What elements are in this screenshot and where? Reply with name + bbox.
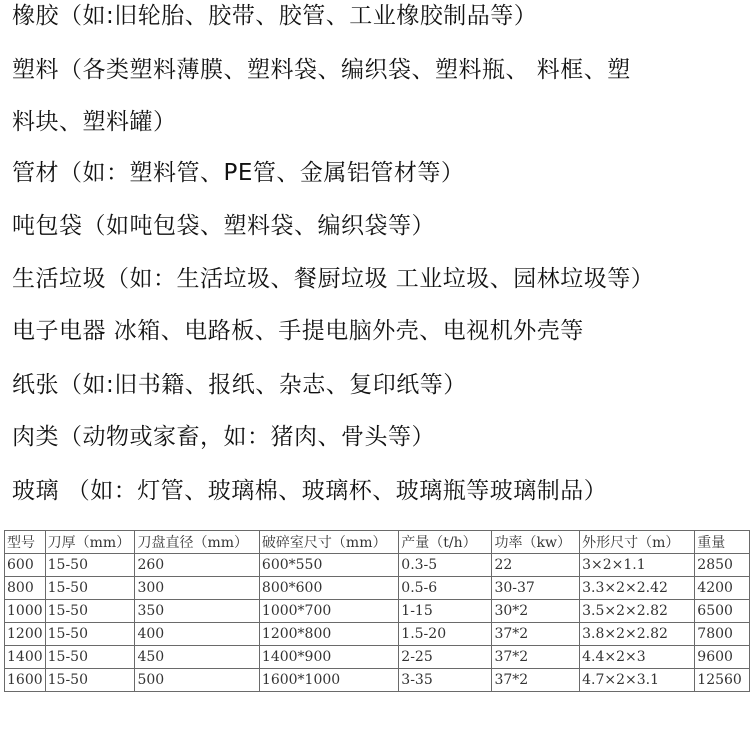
table-cell: 1000*700 — [259, 600, 398, 623]
material-item-plastic: 塑料（各类塑料薄膜、塑料袋、编织袋、塑料瓶、 料框、塑 — [12, 57, 631, 83]
table-cell: 1600 — [5, 669, 46, 692]
material-item-electronics: 电子电器 冰箱、电路板、手提电脑外壳、电视机外壳等 — [12, 318, 584, 344]
table-cell: 15-50 — [45, 646, 135, 669]
table-cell: 15-50 — [45, 577, 135, 600]
material-item-paper: 纸张（如:旧书籍、报纸、杂志、复印纸等） — [12, 372, 467, 398]
table-cell: 260 — [135, 554, 259, 577]
header-cell: 破碎室尺寸（mm） — [259, 531, 398, 554]
material-item-ton-bag: 吨包袋（如吨包袋、塑料袋、编织袋等） — [12, 213, 435, 239]
table-cell: 350 — [135, 600, 259, 623]
header-cell: 重量 — [695, 531, 750, 554]
table-cell: 4.4×2×3 — [580, 646, 695, 669]
table-cell: 1200*800 — [259, 623, 398, 646]
table-cell: 0.3-5 — [399, 554, 492, 577]
table-cell: 1.5-20 — [399, 623, 492, 646]
table-cell: 1400*900 — [259, 646, 398, 669]
table-cell: 37*2 — [492, 646, 580, 669]
table-header-row — [5, 531, 750, 554]
material-item-garbage: 生活垃圾（如：生活垃圾、餐厨垃圾 工业垃圾、园林垃圾等） — [12, 266, 655, 292]
table-cell: 15-50 — [45, 623, 135, 646]
table-row — [5, 600, 750, 623]
table-cell: 7800 — [695, 623, 750, 646]
table-row — [5, 623, 750, 646]
table-cell: 0.5-6 — [399, 577, 492, 600]
header-cell: 产量（t/h） — [399, 531, 492, 554]
table-cell: 1-15 — [399, 600, 492, 623]
table-cell: 3×2×1.1 — [580, 554, 695, 577]
table-cell: 1200 — [5, 623, 46, 646]
table-cell: 6500 — [695, 600, 750, 623]
table-cell: 4.7×2×3.1 — [580, 669, 695, 692]
header-cell: 刀厚（mm） — [45, 531, 135, 554]
table-cell: 1000 — [5, 600, 46, 623]
table-cell: 9600 — [695, 646, 750, 669]
table-cell: 600 — [5, 554, 46, 577]
table-cell: 22 — [492, 554, 580, 577]
table-row — [5, 646, 750, 669]
table-cell: 12560 — [695, 669, 750, 692]
header-cell: 外形尺寸（m） — [580, 531, 695, 554]
table-row — [5, 577, 750, 600]
material-item-meat: 肉类（动物或家畜，如：猪肉、骨头等） — [12, 424, 435, 450]
header-cell: 功率（kw） — [492, 531, 580, 554]
table-cell: 37*2 — [492, 669, 580, 692]
table-cell: 400 — [135, 623, 259, 646]
header-cell: 刀盘直径（mm） — [135, 531, 259, 554]
spec-table — [4, 530, 750, 692]
table-cell: 2-25 — [399, 646, 492, 669]
material-item-pipe: 管材（如：塑料管、PE管、金属铝管材等） — [12, 160, 465, 186]
table-cell: 450 — [135, 646, 259, 669]
table-cell: 600*550 — [259, 554, 398, 577]
table-cell: 1400 — [5, 646, 46, 669]
table-cell: 3-35 — [399, 669, 492, 692]
material-item-plastic-cont: 料块、塑料罐） — [12, 109, 177, 135]
table-cell: 1600*1000 — [259, 669, 398, 692]
table-cell: 800*600 — [259, 577, 398, 600]
table-cell: 30-37 — [492, 577, 580, 600]
table-cell: 15-50 — [45, 600, 135, 623]
table-cell: 30*2 — [492, 600, 580, 623]
table-cell: 800 — [5, 577, 46, 600]
table-cell: 3.3×2×2.42 — [580, 577, 695, 600]
table-cell: 500 — [135, 669, 259, 692]
table-row — [5, 669, 750, 692]
header-cell: 型号 — [5, 531, 46, 554]
table-cell: 4200 — [695, 577, 750, 600]
table-cell: 300 — [135, 577, 259, 600]
table-cell: 15-50 — [45, 669, 135, 692]
table-row — [5, 554, 750, 577]
table-cell: 3.5×2×2.82 — [580, 600, 695, 623]
material-item-glass: 玻璃 （如：灯管、玻璃棉、玻璃杯、玻璃瓶等玻璃制品） — [12, 478, 608, 504]
table-cell: 3.8×2×2.82 — [580, 623, 695, 646]
material-item-rubber: 橡胶（如:旧轮胎、胶带、胶管、工业橡胶制品等） — [12, 3, 538, 29]
table-cell: 15-50 — [45, 554, 135, 577]
table-cell: 37*2 — [492, 623, 580, 646]
table-cell: 2850 — [695, 554, 750, 577]
